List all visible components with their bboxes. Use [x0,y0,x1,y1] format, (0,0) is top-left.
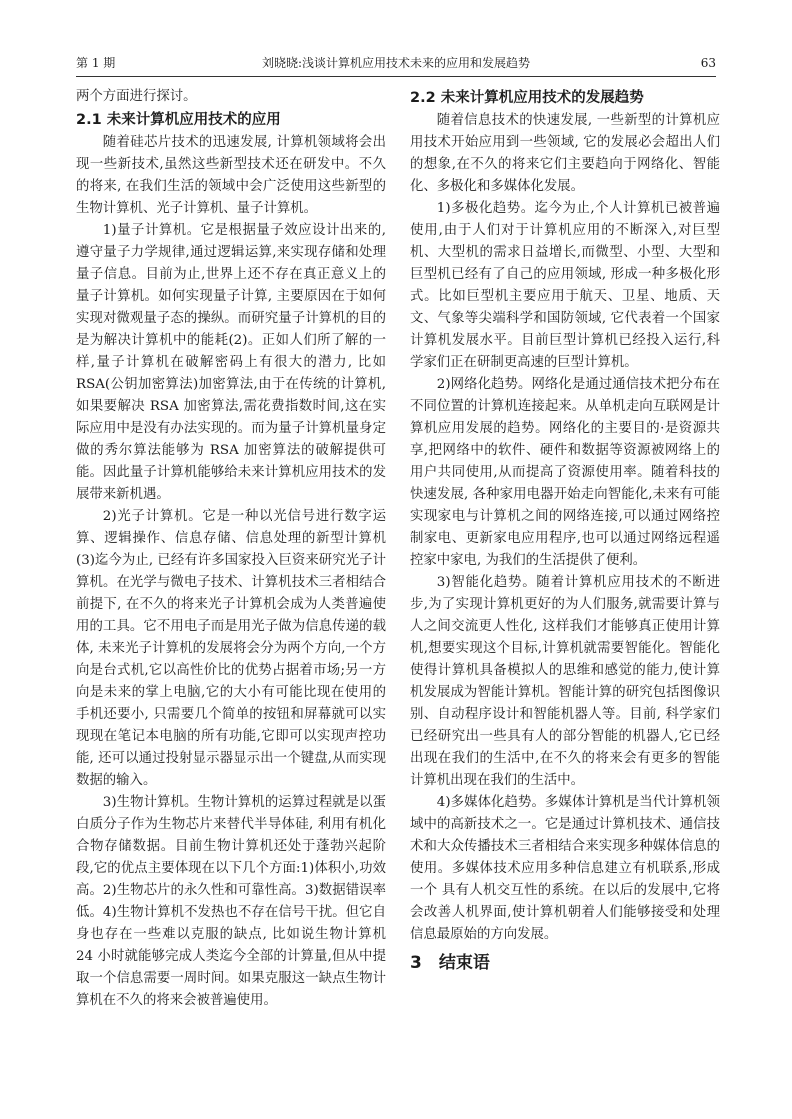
paragraph-multimedia-trend: 4)多媒体化趋势。多媒体计算机是当代计算机领域中的高新技术之一。它是通过计算机技术、通信技术和大众传播技术三者相结合来实现多种媒体信息的使用。多媒体技术应用多种信息建立有机联系,形成一个 具有人机交互性的系统。在以后的发展中,它将会改善人机界面,使计算机朝着人们能够接受和处理信息最原始的方向发展。 [410,795,720,942]
paragraph-optical-computer: 2)光子计算机。它是一种以光信号进行数字运算、逻辑操作、信息存储、信息处理的新型计算机(3)迄今为止, 已经有许多国家投入巨资来研究光子计算机。在光学与微电子技术、计算机技术三者相结合前提下, 在不久的将来光子计算机会成为人类普遍使用的工具。它不用电子而是用光子做为信息传递的载体, 未来光子计算机的发展将会分为两个方向,一个方向是台式机,它以高性价比的优势占据着市场;另一方向是未来的掌上电脑,它的大小有可能比现在使用的手机还要小, 只需要几个简单的按钮和屏幕就可以实现现在笔记本电脑的所有功能,它即可以实现声控功能, 还可以通过投射显示器显示出一个键盘,从而实现数据的输入。 [76,509,386,788]
page-number: 63 [700,56,716,70]
paragraph-quantum-computer: 1)量子计算机。它是根据量子效应设计出来的,遵守量子力学规律,通过逻辑运算,来实现存储和处理量子信息。目前为止,世界上还不存在真正意义上的量子计算机。如何实现量子计算, 主要原因在于如何实现对微观量子态的操纵。而研究量子计算机的目的是为解决计算机中的能耗(2)。正如人们所了解的一样,量子计算机在破解密码上有很大的潜力, 比如 RSA(公钥加密算法)加密算法,由于在传统的计算机,如果要解决 RSA 加密算法,需花费指数时间,这在实际应用中是没有办法实现的。而为量子计算机量身定做的秀尔算法能够为 RSA 加密算法的破解提供可能。因此量子计算机能够给未来计算机应用技术的发展带来新机遇。 [76,223,386,502]
paragraph-multipolar-trend: 1)多极化趋势。迄今为止,个人计算机已被普遍使用,由于人们对于计算机应用的不断深入,对巨型机、大型机的需求日益增长,而微型、小型、大型和巨型机已经有了自己的应用领域, 形成一种多极化形式。比如巨型机主要应用于航天、卫星、地质、天文、气象等尖端科学和国防领域, 它代表着一个国家计算机发展水平。目前巨型计算机已经投入运行,科学家们正在研制更高速的巨型计算机。 [410,201,720,370]
issue-label: 第 1 期 [76,56,116,70]
running-title: 刘晓晓:浅谈计算机应用技术未来的应用和发展趋势 [261,56,531,70]
paragraph: 随着硅芯片技术的迅速发展, 计算机领域将会出现一些新技术,虽然这些新型技术还在研发中。不久的将来, 在我们生活的领域中会广泛使用这些新型的生物计算机、光子计算机、量子计算机。 [76,135,386,216]
paragraph-biological-computer: 3)生物计算机。生物计算机的运算过程就是以蛋白质分子作为生物芯片来替代半导体硅, 利用有机化合物存储数据。目前生物计算机还处于蓬勃兴起阶段,它的优点主要体现在以下几个方面:1)体积小,功效高。2)生物芯片的永久性和可靠性高。3)数据错误率低。4)生物计算机不发热也不存在信号干扰。但它自身也存在一些难以克服的缺点, 比如说生物计算机 24 小时就能够完成人类迄今全部的计算量,但从中提取一个信息需要一周时间。如果克服这一缺点生物计算机在不久的将来会被普遍使用。 [76,795,386,1008]
left-column [76,86,386,1012]
header-rule [76,76,716,77]
section-heading-3: 3 结束语 [410,953,490,973]
paragraph: 随着信息技术的快速发展, 一些新型的计算机应用技术开始应用到一些领域, 它的发展必会超出人们的想象,在不久的将来它们主要趋向于网络化、智能化、多极化和多媒体化发展。 [410,113,720,194]
section-heading-2-1: 2.1 未来计算机应用技术的应用 [76,112,281,128]
running-header [76,54,716,72]
intro-line: 两个方面进行探讨。 [76,89,197,104]
paragraph-intelligent-trend: 3)智能化趋势。随着计算机应用技术的不断进步,为了实现计算机更好的为人们服务,就需要计算与人之间交流更人性化, 这样我们才能够真正使用计算机,想要实现这个目标,计算机就需要智能化。智能化使得计算机具备模拟人的思维和感觉的能力,使计算机发展成为智能计算机。智能计算的研究包括图像识别、自动程序设计和智能机器人等。目前, 科学家们已经研究出一些具有人的部分智能的机器人,它已经出现在我们的生活中,在不久的将来会有更多的智能计算机出现在我们的生活中。 [410,575,720,788]
paragraph-network-trend: 2)网络化趋势。网络化是通过通信技术把分布在不同位置的计算机连接起来。从单机走向互联网是计算机应用发展的趋势。网络化的主要目的·是资源共享,把网络中的软件、硬件和数据等资源被网络上的用户共同使用,从而提高了资源使用率。随着科技的快速发展, 各种家用电器开始走向智能化,未来有可能实现家电与计算机之间的网络连接,可以通过网络控制家电、更新家电应用程序,也可以通过网络远程遥控家中家电, 为我们的生活提供了便利。 [410,377,720,568]
right-column [410,86,720,978]
section-heading-2-2: 2.2 未来计算机应用技术的发展趋势 [410,90,644,106]
